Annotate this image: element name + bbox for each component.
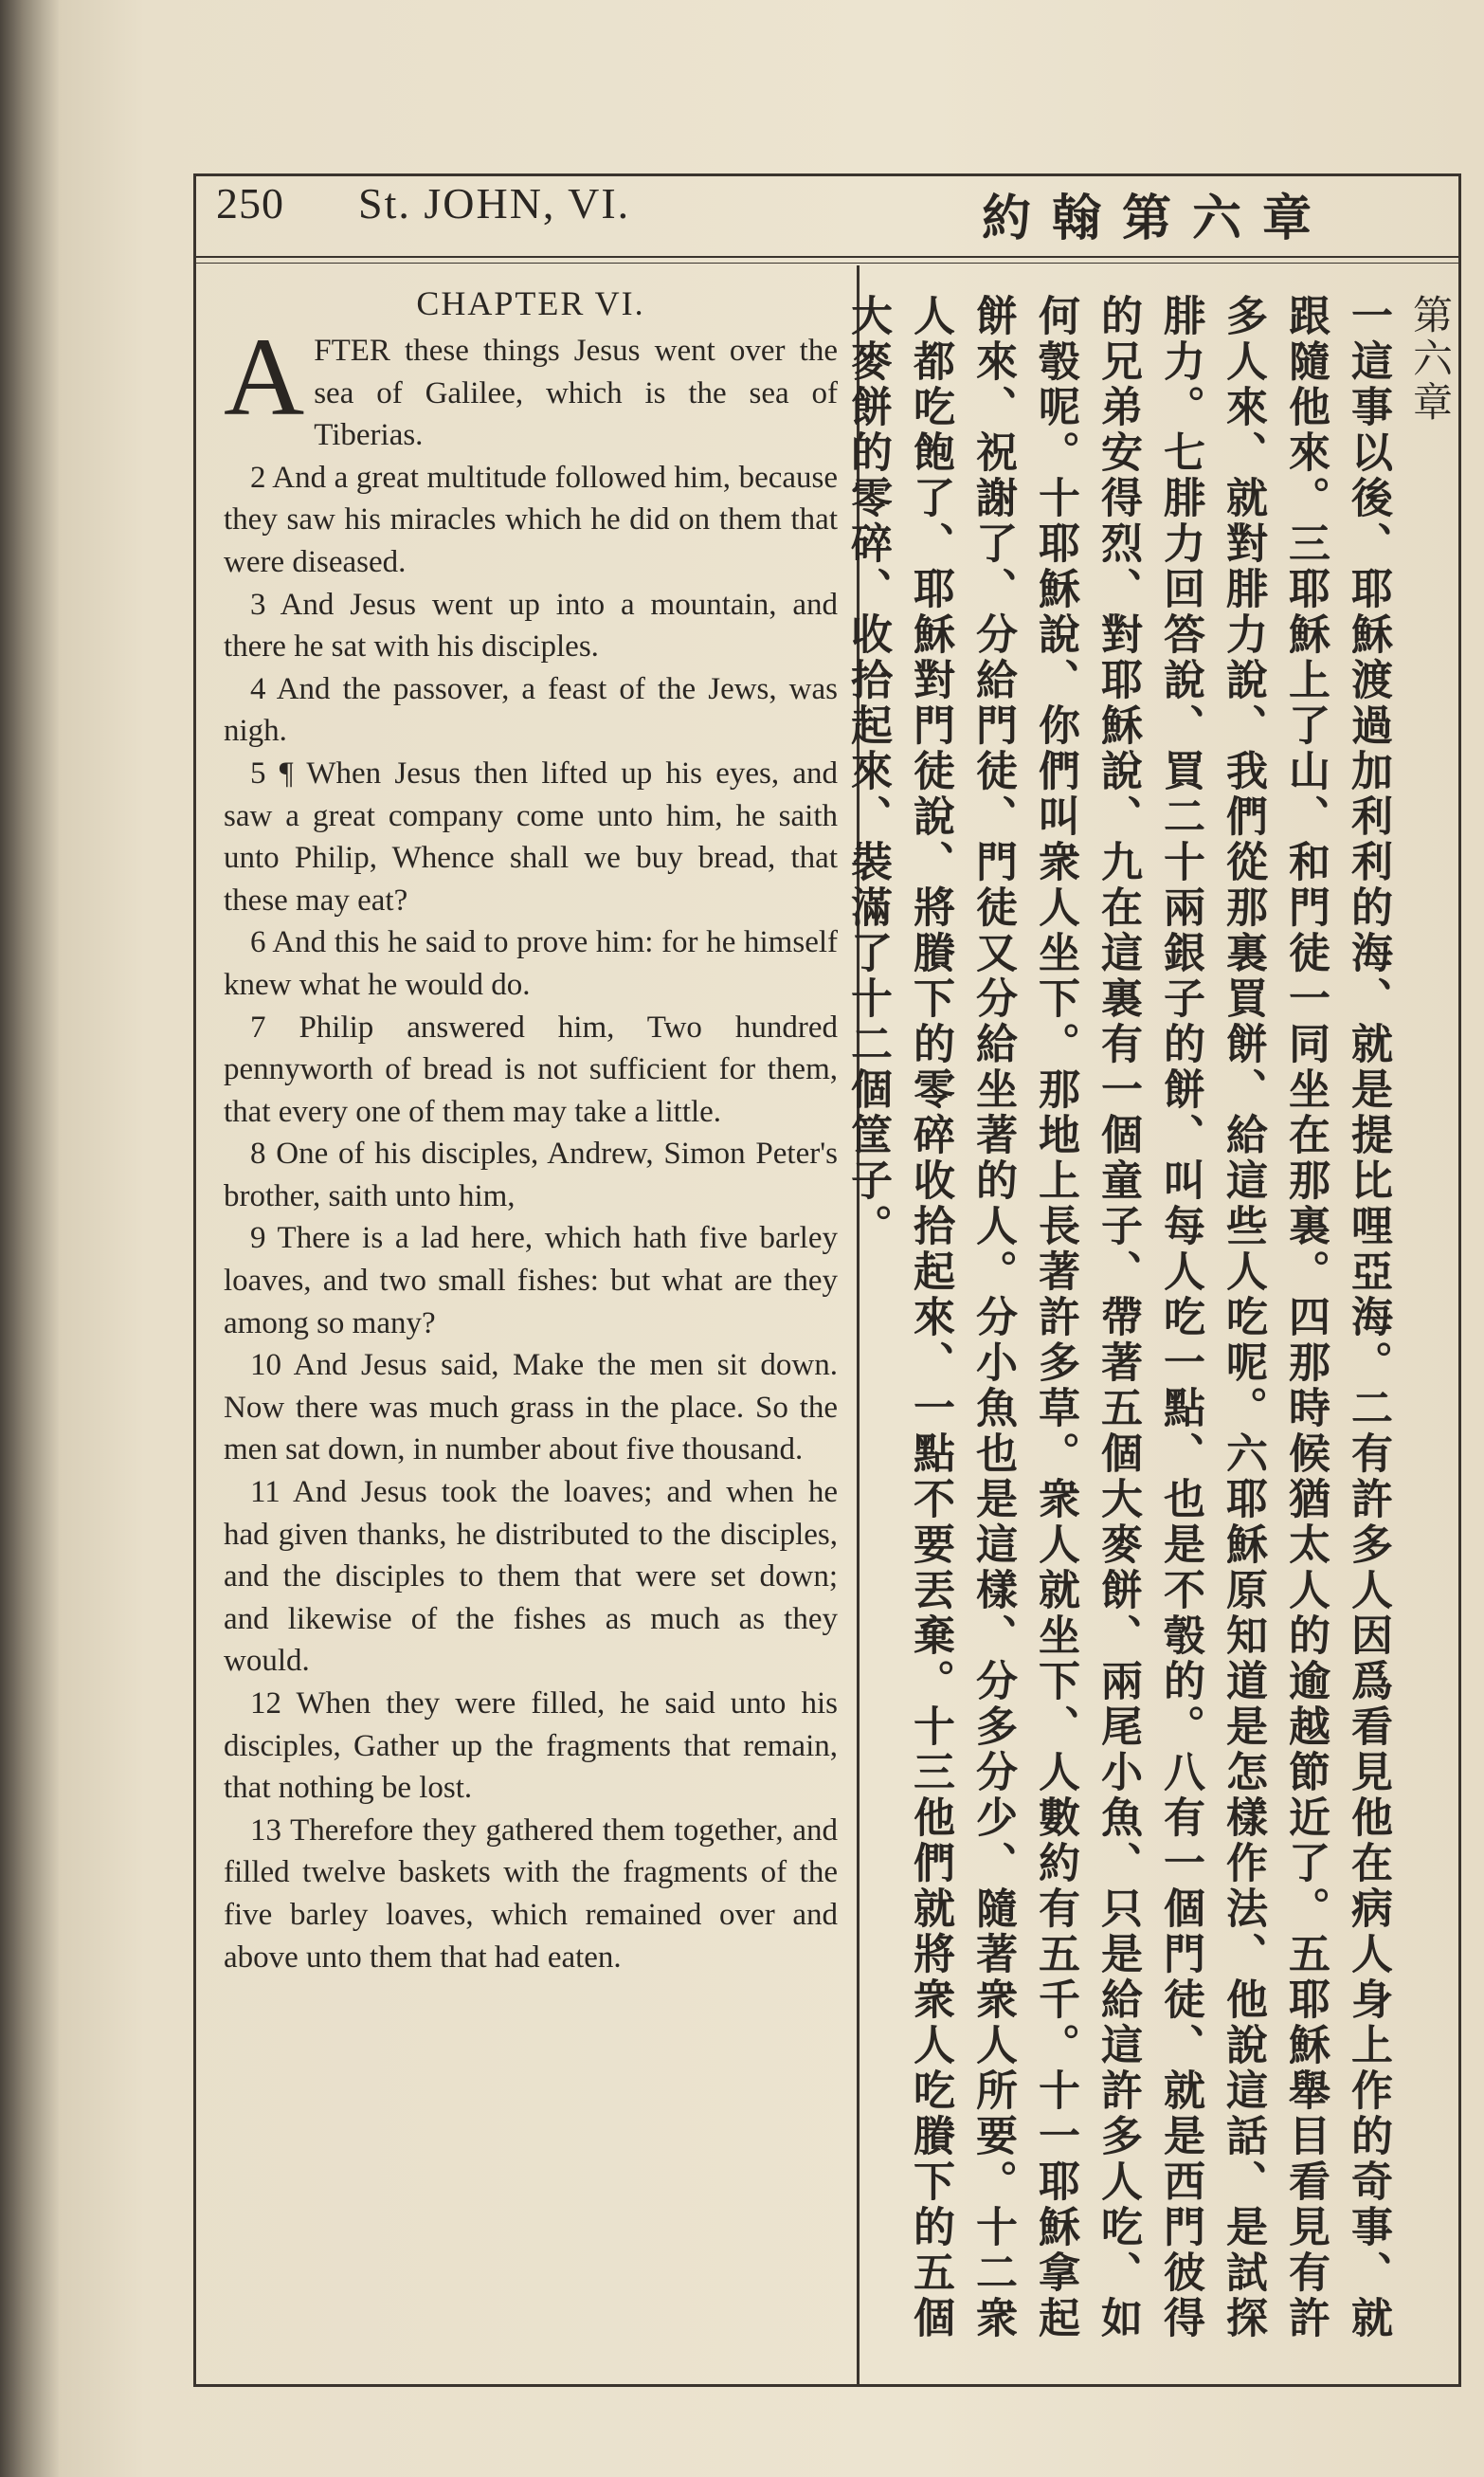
running-title-chinese: 約翰第六章	[981, 191, 1332, 247]
chinese-chapter-heading: 第六章	[1407, 294, 1454, 425]
verse-11: 11 And Jesus took the loaves; and when he had given thanks, he distributed to the disciples, and the disciples to them that were set down; and likewise of the fishes as much as they would.	[224, 1475, 838, 1679]
verse-10: 10 And Jesus said, Make the men sit down. Now there was much grass in the place. So the men sat down, in number about five thousand.	[224, 1348, 838, 1467]
verse-2: 2 And a great multitude followed him, because they saw his miracles which he did on them that were diseased.	[224, 460, 838, 579]
chapter-heading: CHAPTER VI.	[416, 284, 645, 322]
book-binding	[0, 0, 59, 2477]
chinese-text: 一這事以後、耶穌渡過加利利的海、就是提比哩亞海。二有許多人因爲看見他在病人身上作的奇事、就跟隨他來。三耶穌上了山、和門徒一同坐在那裏。四那時候猶太人的逾越節近了。五耶穌舉目看見有許多人來、就對腓力說、我們從那裏買餅、給這些人吃呢。六耶穌原知道是怎樣作法、他說這話、是試探腓力。七腓力回答說、買二十兩銀子的餅、叫每人吃一點、也是不彀的。八有一個門徒、就是西門彼得的兄弟安得烈、對耶穌說、九在這裏有一個童子、帶著五個大麥餅、兩尾小魚、只是給這許多人吃、如何彀呢。十耶穌說、你們叫衆人坐下。那地上長著許多草。衆人就坐下、人數約有五千。十一耶穌拿起餅來、祝謝了、分給門徒、門徒又分給坐著的人。分小魚也是這樣、分多分少、隨著衆人所要。十二衆人都吃飽了、耶穌對門徒說、將賸下的零碎收拾起來、一點不要丟棄。十三他們就將衆人吃賸下的五個大麥餅的零碎、收拾起來、裝滿了十二個筐子。	[843, 294, 1392, 2341]
verse-12: 12 When they were filled, he said unto his disciples, Gather up the fragments that remain, that nothing be lost.	[224, 1686, 838, 1806]
running-title: St. JOHN, VI.	[358, 179, 631, 228]
header-rule-thin	[193, 263, 1461, 264]
verse-text: FTER these things Jesus went over the sea of Galilee, which is the sea of Tiberias.	[314, 334, 838, 453]
verse-4: 4 And the passover, a feast of the Jews, was nigh.	[224, 671, 838, 749]
verse-13: 13 Therefore they gathered them together, and filled twelve baskets with the fragments of the five barley loaves, which remained over and above unto them that had eaten.	[224, 1812, 838, 1975]
drop-cap: A	[224, 315, 305, 439]
verse-9: 9 There is a lad here, which hath five barley loaves, and two small fishes: but what are they among so many?	[224, 1221, 838, 1340]
verse-7: 7 Philip answered him, Two hundred pennyworth of bread is not sufficient for them, that every one of them may take a little.	[224, 1010, 838, 1129]
chinese-column	[843, 294, 1461, 2379]
english-column	[224, 284, 838, 1978]
verse-8: 8 One of his disciples, Andrew, Simon Peter's brother, saith unto him,	[224, 1137, 838, 1213]
verse-1	[224, 315, 838, 457]
verse-3: 3 And Jesus went up into a mountain, and there he sat with his disciples.	[224, 587, 838, 665]
header-rule	[193, 256, 1461, 258]
page-number: 250	[216, 179, 284, 228]
verse-5: 5 ¶ When Jesus then lifted up his eyes, and saw a great company come unto him, he saith unto Philip, Whence shall we buy bread, that these may eat?	[224, 756, 838, 918]
verse-6: 6 And this he said to prove him: for he himself knew what he would do.	[224, 925, 838, 1002]
